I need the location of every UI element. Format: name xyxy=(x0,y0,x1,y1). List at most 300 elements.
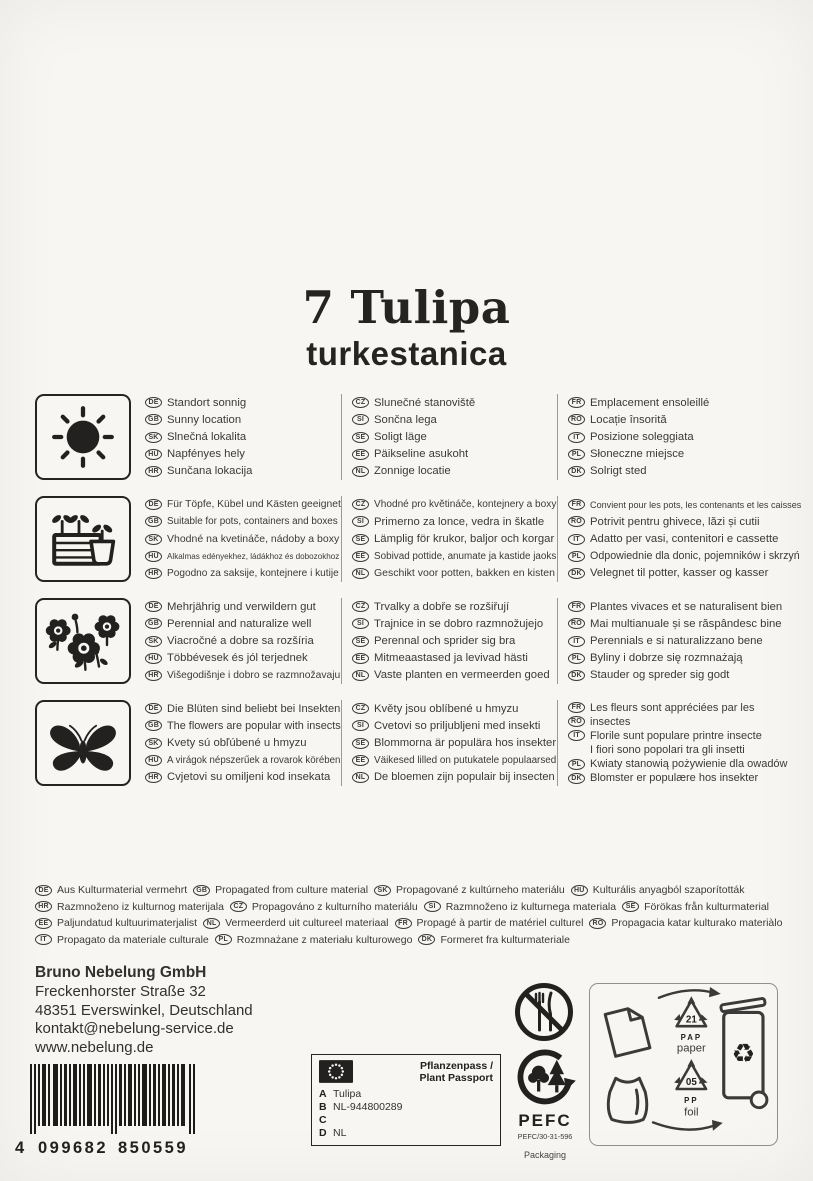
flowers-icon-svg xyxy=(43,605,123,677)
language-text: Suitable for pots, containers and boxes xyxy=(167,516,338,528)
language-code-badge: IT xyxy=(35,934,52,945)
pefc-packaging-label: Packaging xyxy=(523,1150,567,1160)
language-text: Les fleurs sont appréciées par les xyxy=(590,701,755,714)
language-code-badge: SK xyxy=(145,636,162,647)
language-line xyxy=(145,513,341,530)
language-code-badge: GB xyxy=(193,885,210,896)
language-line xyxy=(145,565,341,582)
sun-icon xyxy=(35,394,131,480)
language-text: Többévesek és jól terjednek xyxy=(167,652,308,665)
recycling-code-foil-icon xyxy=(674,1059,707,1089)
arrow-to-bin-top-icon xyxy=(659,990,714,997)
language-code-badge: GB xyxy=(145,720,162,731)
language-line xyxy=(352,530,557,547)
paper-recycle-code: 21 xyxy=(685,1014,697,1026)
language-line xyxy=(568,496,803,513)
language-line xyxy=(352,463,557,480)
language-text: Potrivit pentru ghivece, lăzi și cutii xyxy=(590,515,760,528)
language-code-badge: SE xyxy=(352,738,369,749)
lang-column-1 xyxy=(145,700,341,786)
language-line xyxy=(568,530,803,547)
language-code-badge: HU xyxy=(571,885,588,896)
language-text: Vaste planten en vermeerden goed xyxy=(374,669,550,682)
planter-box-icon-svg xyxy=(43,503,123,575)
language-line xyxy=(352,650,557,667)
recycling-instructions-box xyxy=(589,983,778,1146)
language-code-badge: HU xyxy=(145,551,162,562)
language-line xyxy=(568,729,803,743)
language-text: Razmnoženo iz kulturnog materijala xyxy=(57,900,224,913)
language-text: Propagováno z kulturního materiálu xyxy=(251,900,418,913)
plant-passport-row xyxy=(319,1114,493,1127)
language-code-badge: EE xyxy=(352,551,369,562)
language-code-badge: NL xyxy=(352,772,369,783)
language-line xyxy=(35,917,197,929)
language-text: Kvety sú obľúbené u hmyzu xyxy=(167,737,307,749)
language-text: Mitmeaastased ja levivad hästi xyxy=(374,652,528,665)
language-text: Standort sonnig xyxy=(167,396,247,409)
plant-passport-box xyxy=(311,1054,501,1146)
plant-passport-row xyxy=(319,1088,493,1101)
plant-passport-title-line1: Pflanzenpass / xyxy=(420,1060,493,1072)
recycling-code-paper-icon xyxy=(674,996,707,1026)
language-line xyxy=(568,565,803,582)
language-text: Sobivad pottide, anumate ja kastide jaoks xyxy=(374,550,557,562)
language-code-badge: EE xyxy=(352,755,369,766)
language-line xyxy=(145,769,341,786)
language-code-badge: GB xyxy=(145,516,162,527)
language-code-badge: SI xyxy=(352,618,369,629)
language-code-badge: CZ xyxy=(352,499,369,510)
planter-box-icon xyxy=(35,496,131,582)
language-text: Odpowiednie dla donic, pojemników i skrzyń xyxy=(590,550,800,563)
language-line xyxy=(145,700,341,717)
lang-column-3 xyxy=(557,598,803,684)
info-row-insects xyxy=(35,700,803,786)
language-line xyxy=(145,752,341,769)
language-text: Razmnoženo iz kulturnega materiala xyxy=(445,900,617,913)
pefc-logo-icon xyxy=(514,1048,576,1106)
language-text: Slunečné stanoviště xyxy=(374,396,476,409)
title-genus: 7 Tulipa xyxy=(302,281,511,334)
butterfly-icon-svg xyxy=(41,706,125,780)
plant-passport-title-line2: Plant Passport xyxy=(419,1072,493,1084)
plant-passport-rows xyxy=(319,1088,493,1140)
language-code-badge: CZ xyxy=(352,703,369,714)
language-line xyxy=(352,513,557,530)
not-edible-icon-svg xyxy=(512,980,576,1044)
info-cells xyxy=(145,394,803,480)
language-line xyxy=(352,548,557,565)
language-text: Propagato da materiale culturale xyxy=(57,933,209,946)
language-code-badge: DK xyxy=(418,934,435,945)
language-code-badge: DE xyxy=(145,499,162,510)
pefc-name: PEFC xyxy=(518,1111,572,1130)
language-code-badge: DK xyxy=(568,670,585,681)
lang-column-2 xyxy=(341,394,557,480)
foil-material-label: PP xyxy=(684,1095,699,1105)
language-code-badge: DK xyxy=(568,568,585,579)
language-text: Pogodno za saksije, kontejnere i kutije xyxy=(167,567,339,579)
info-row-perennial xyxy=(35,598,803,684)
language-line xyxy=(352,615,557,632)
language-line xyxy=(145,394,341,411)
plant-passport-key: A xyxy=(319,1088,327,1100)
recycle-symbol: ♻ xyxy=(731,1038,756,1069)
language-text: Słoneczne miejsce xyxy=(590,448,685,461)
language-code-badge: SI xyxy=(424,901,441,912)
language-code-badge: IT xyxy=(568,730,585,741)
language-line xyxy=(352,428,557,445)
language-line xyxy=(424,901,616,913)
propagation-note xyxy=(35,884,800,946)
language-line xyxy=(352,411,557,428)
language-line xyxy=(352,717,557,734)
language-text: Vermeerderd uit cultureel materiaal xyxy=(225,917,389,929)
language-code-badge: NL xyxy=(352,670,369,681)
language-line xyxy=(568,446,803,463)
language-text: Rozmnażane z materiału kulturowego xyxy=(236,933,413,946)
lang-column-2 xyxy=(341,496,557,582)
language-line xyxy=(145,667,341,684)
language-code-badge: DK xyxy=(568,466,585,477)
language-text: I fiori sono popolari tra gli insetti xyxy=(590,744,745,757)
language-code-badge: EE xyxy=(35,918,52,929)
language-code-badge: EE xyxy=(352,653,369,664)
language-line xyxy=(568,411,803,428)
language-line xyxy=(193,884,368,896)
paper-label: paper xyxy=(676,1042,706,1055)
foil-label: foil xyxy=(684,1106,699,1119)
language-text: Blommorna är populära hos insekter xyxy=(374,737,557,749)
language-code-badge: SE xyxy=(352,534,369,545)
language-text: Förökas från kulturmaterial xyxy=(644,900,769,913)
company-name: Bruno Nebelung GmbH xyxy=(35,964,207,981)
language-line xyxy=(571,884,745,896)
language-line xyxy=(568,598,803,615)
language-line xyxy=(352,632,557,649)
plant-passport-value: NL xyxy=(333,1127,347,1139)
language-line xyxy=(568,743,803,757)
company-website: www.nebelung.de xyxy=(35,1039,154,1057)
language-line xyxy=(352,769,557,786)
language-code-badge: DE xyxy=(145,703,162,714)
language-line xyxy=(145,530,341,547)
language-text: Sončna lega xyxy=(374,413,437,426)
language-line xyxy=(589,917,782,929)
language-line xyxy=(230,901,418,913)
language-code-badge: SK xyxy=(145,432,162,443)
language-line xyxy=(145,411,341,428)
recycling-diagram xyxy=(590,984,776,1144)
language-line xyxy=(568,632,803,649)
language-line xyxy=(568,548,803,565)
language-line xyxy=(145,463,341,480)
language-text: Perennials e si naturalizzano bene xyxy=(590,635,763,647)
language-code-badge: CZ xyxy=(352,601,369,612)
language-code-badge: HR xyxy=(145,466,162,477)
language-line xyxy=(145,734,341,751)
ean-barcode-svg xyxy=(12,1064,207,1156)
language-code-badge: IT xyxy=(568,636,585,647)
language-code-badge: FR xyxy=(395,918,412,929)
language-code-badge: PL xyxy=(568,551,585,562)
language-code-badge: DE xyxy=(145,601,162,612)
language-text: Emplacement ensoleillé xyxy=(590,396,710,409)
language-text: Viacročné a dobre sa rozšíria xyxy=(167,635,314,647)
language-text: Trajnice in se dobro razmnožujejo xyxy=(374,617,544,630)
language-code-badge: SE xyxy=(352,636,369,647)
foil-recycle-code: 05 xyxy=(685,1077,697,1089)
language-code-badge: RO xyxy=(568,618,585,629)
language-line xyxy=(145,717,341,734)
language-code-badge: HR xyxy=(35,901,52,912)
lang-column-2 xyxy=(341,700,557,786)
language-code-badge: SE xyxy=(622,901,639,912)
language-code-badge: HU xyxy=(145,449,162,460)
plant-passport-row xyxy=(319,1101,493,1114)
info-cells xyxy=(145,700,803,786)
language-code-badge: RO xyxy=(568,516,585,527)
language-code-badge: RO xyxy=(568,716,585,727)
plant-passport-header xyxy=(319,1060,493,1084)
language-text: Für Töpfe, Kübel und Kästen geeignet xyxy=(167,499,341,511)
language-code-badge: SI xyxy=(352,720,369,731)
language-line xyxy=(145,548,341,565)
language-text: Adatto per vasi, contenitori e cassette xyxy=(590,533,779,545)
language-text: Väikesed lilled on putukatele populaarsed xyxy=(374,754,557,766)
language-text: Trvalky a dobře se rozšiřují xyxy=(374,600,510,613)
eu-flag-icon xyxy=(319,1060,353,1083)
product-title xyxy=(0,282,813,374)
language-text: Květy jsou oblíbené u hmyzu xyxy=(374,702,519,715)
language-text: Propagacia katar kulturako materiàlo xyxy=(611,917,783,929)
ean-barcode xyxy=(12,1064,207,1161)
barcode-group1: 099682 xyxy=(37,1139,109,1156)
barcode-group2: 850559 xyxy=(117,1139,189,1156)
language-line xyxy=(568,650,803,667)
language-line xyxy=(352,496,557,513)
language-code-badge: HU xyxy=(145,755,162,766)
language-text: Cvetovi so priljubljeni med insekti xyxy=(374,719,541,732)
language-line xyxy=(568,513,803,530)
plant-passport-key: D xyxy=(319,1127,327,1139)
language-code-badge: RO xyxy=(568,414,585,425)
info-cells xyxy=(145,496,803,582)
language-line xyxy=(568,394,803,411)
language-text: Byliny i dobrze się rozmnażają xyxy=(590,652,743,665)
language-code-badge: SE xyxy=(352,432,369,443)
language-code-badge: HU xyxy=(145,653,162,664)
language-line xyxy=(145,598,341,615)
language-text: Die Blüten sind beliebt bei Insekten xyxy=(167,702,341,715)
language-line xyxy=(352,700,557,717)
lang-column-3 xyxy=(557,496,803,582)
plant-passport-row xyxy=(319,1127,493,1140)
language-text: Mai multianuale și se răspândesc bine xyxy=(590,617,782,630)
pefc-certification xyxy=(506,1048,584,1160)
language-text: Soligt läge xyxy=(374,431,427,443)
language-code-badge: CZ xyxy=(230,901,247,912)
language-code-badge: GB xyxy=(145,618,162,629)
language-code-badge: DE xyxy=(145,397,162,408)
language-line xyxy=(352,565,557,582)
language-line xyxy=(418,934,570,946)
flowers-icon xyxy=(35,598,131,684)
language-code-badge: SI xyxy=(352,414,369,425)
language-code-badge: PL xyxy=(568,653,585,664)
not-edible-icon xyxy=(512,980,576,1044)
language-text: Velegnet til potter, kasser og kasser xyxy=(590,567,769,580)
language-text: Geschikt voor potten, bakken en kisten xyxy=(374,567,555,580)
language-text: Aus Kulturmaterial vermehrt xyxy=(57,884,188,896)
language-text: Mehrjährig und verwildern gut xyxy=(167,600,316,613)
language-line xyxy=(568,700,803,714)
info-cells xyxy=(145,598,803,684)
language-line xyxy=(145,496,341,513)
language-code-badge: FR xyxy=(568,601,585,612)
language-text: The flowers are popular with insects xyxy=(167,719,341,732)
language-line xyxy=(35,901,224,913)
lang-column-1 xyxy=(145,496,341,582)
sun-icon-svg xyxy=(44,402,122,472)
language-code-badge: PL xyxy=(215,934,232,945)
language-code-badge: DE xyxy=(35,885,52,896)
title-species: turkestanica xyxy=(306,335,507,372)
language-text: Blomster er populære hos insekter xyxy=(590,772,759,785)
pefc-code: PEFC/30-31-596 xyxy=(517,1132,573,1141)
language-text: Plantes vivaces et se naturalisent bien xyxy=(590,600,783,613)
language-text: Alkalmas edényekhez, ládákhoz és dobozokhoz xyxy=(167,551,340,561)
language-text: Perennial and naturalize well xyxy=(167,617,312,630)
language-line xyxy=(568,615,803,632)
company-city: 48351 Everswinkel, Deutschland xyxy=(35,1001,253,1019)
language-line xyxy=(568,771,803,785)
language-line xyxy=(145,446,341,463)
language-line xyxy=(35,934,209,946)
language-code-badge: SK xyxy=(145,738,162,749)
language-code-badge: RO xyxy=(589,918,606,929)
company-email: kontakt@nebelung-service.de xyxy=(35,1020,234,1038)
language-text: insectes xyxy=(590,715,631,728)
foil-bag-icon xyxy=(608,1078,646,1122)
language-text: Primerno za lonce, vedra in škatle xyxy=(374,515,545,528)
language-line xyxy=(568,715,803,729)
language-text: Zonnige locatie xyxy=(374,465,451,478)
language-line xyxy=(145,650,341,667)
language-line xyxy=(568,757,803,771)
language-text: Propagated from culture material xyxy=(215,884,369,896)
language-line xyxy=(374,884,565,896)
language-code-badge: IT xyxy=(568,432,585,443)
language-line xyxy=(395,917,584,929)
language-text: Perennal och sprider sig bra xyxy=(374,635,516,647)
lang-column-3 xyxy=(557,700,803,786)
butterfly-icon xyxy=(35,700,131,786)
company-address-block xyxy=(35,964,253,1058)
language-text: Solrigt sted xyxy=(590,465,647,478)
language-text: Propagé à partir de matériel culturel xyxy=(416,917,584,929)
language-code-badge: HR xyxy=(145,670,162,681)
language-code-badge: GB xyxy=(145,414,162,425)
info-row-containers xyxy=(35,496,803,582)
language-text: Sunny location xyxy=(167,413,242,426)
language-code-badge: FR xyxy=(568,499,585,510)
language-line xyxy=(352,667,557,684)
language-line xyxy=(568,463,803,480)
language-code-badge: SK xyxy=(145,534,162,545)
plant-passport-title xyxy=(419,1060,493,1084)
lang-column-1 xyxy=(145,394,341,480)
language-code-badge: NL xyxy=(352,466,369,477)
care-info-table xyxy=(35,394,803,802)
language-text: Paljundatud kultuurimaterjalist xyxy=(57,917,198,929)
info-row-location xyxy=(35,394,803,480)
language-code-badge: HR xyxy=(145,568,162,579)
plant-passport-value: Tulipa xyxy=(333,1088,362,1100)
language-text: Cvjetovi su omiljeni kod insekata xyxy=(167,771,331,784)
language-line xyxy=(352,446,557,463)
language-code-badge: PL xyxy=(568,449,585,460)
language-line xyxy=(215,934,413,946)
language-text: Vhodné na kvetináče, nádoby a boxy xyxy=(167,533,340,545)
language-text: Päikseline asukoht xyxy=(374,448,469,461)
language-code-badge: FR xyxy=(568,702,585,713)
language-code-badge: FR xyxy=(568,397,585,408)
language-line xyxy=(352,752,557,769)
language-line xyxy=(352,734,557,751)
language-code-badge: EE xyxy=(352,449,369,460)
language-text: Florile sunt populare printre insecte xyxy=(590,729,762,742)
language-text: Napfényes hely xyxy=(167,448,245,461)
paper-material-label: PAP xyxy=(680,1032,703,1042)
language-code-badge: PL xyxy=(568,759,585,770)
language-text: Propagované z kultúrneho materiálu xyxy=(396,884,565,896)
lang-column-1 xyxy=(145,598,341,684)
arrow-to-bin-bottom-icon xyxy=(653,1122,715,1129)
language-code-badge: HR xyxy=(145,772,162,783)
language-code-badge: NL xyxy=(352,568,369,579)
language-line xyxy=(35,884,187,896)
language-text: Posizione soleggiata xyxy=(590,431,694,443)
plant-passport-value: NL-944800289 xyxy=(333,1101,403,1113)
company-street: Freckenhorster Straße 32 xyxy=(35,982,206,1000)
language-line xyxy=(568,428,803,445)
language-text: Convient pour les pots, les contenants et les caisses xyxy=(590,499,802,510)
language-line xyxy=(145,632,341,649)
language-line xyxy=(568,667,803,684)
language-text: Vhodné pro květináče, kontejnery a boxy xyxy=(374,499,557,511)
lang-column-2 xyxy=(341,598,557,684)
lang-column-3 xyxy=(557,394,803,480)
language-text: Stauder og spreder sig godt xyxy=(590,669,730,682)
language-code-badge: SK xyxy=(374,885,391,896)
barcode-lead-digit: 4 xyxy=(15,1139,25,1156)
language-code-badge: IT xyxy=(568,534,585,545)
language-line xyxy=(622,901,769,913)
language-text: A virágok népszerűek a rovarok körében xyxy=(167,754,341,766)
language-code-badge: SI xyxy=(352,516,369,527)
language-line xyxy=(352,598,557,615)
language-text: Višegodišnje i dobro se razmnožavaju xyxy=(167,669,341,681)
waste-bin-icon xyxy=(721,998,767,1108)
language-code-badge: DK xyxy=(568,773,585,784)
plant-passport-key: C xyxy=(319,1114,327,1126)
language-code-badge: NL xyxy=(203,918,220,929)
language-text: Kulturális anyagból szaporították xyxy=(592,884,745,896)
language-code-badge: CZ xyxy=(352,397,369,408)
language-text: Lämplig för krukor, baljor och korgar xyxy=(374,533,555,545)
